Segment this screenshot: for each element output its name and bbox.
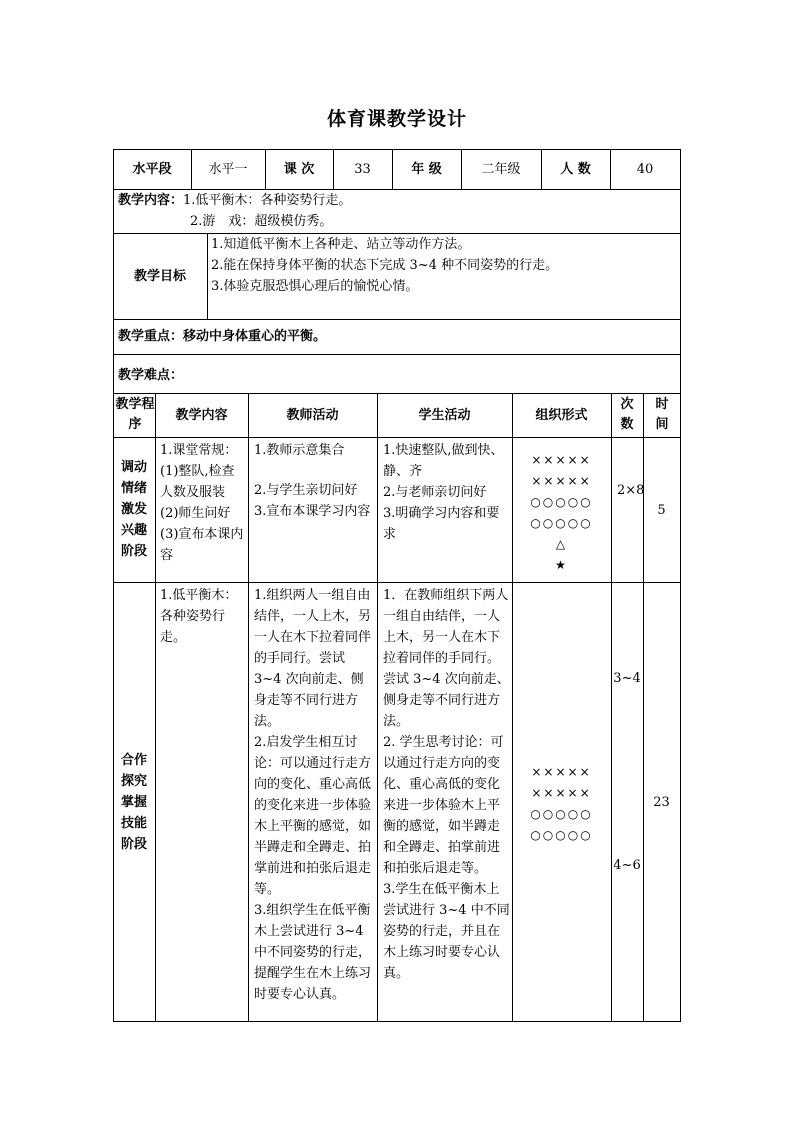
grade-label: 年 级 [411, 162, 442, 177]
content-label: 教学内容： [118, 193, 184, 208]
header-times: 次数 [620, 397, 634, 432]
goals-label: 教学目标 [133, 269, 186, 284]
formation-row-o: ○○○○○ [530, 807, 593, 821]
stage1-teacher-line: 2.与学生亲切问好 [254, 483, 358, 498]
stage1-student-line: 3.明确学习内容和要求 [383, 506, 500, 542]
header-organization: 组织形式 [535, 408, 588, 423]
stage1-teacher [254, 440, 375, 522]
level-label: 水平段 [132, 162, 172, 177]
count-value: 40 [636, 162, 654, 177]
stage2-student-item: 3.学生在低平衡木上尝试进行 3~4 中不同姿势的行走，并且在木上练习时要专心认真。 [383, 882, 510, 981]
stage1-times: 2×8 [617, 483, 645, 498]
star-icon: ★ [555, 558, 568, 572]
formation-row-o: ○○○○○ [530, 516, 593, 530]
content-line-2: 2.游 戏：超级模仿秀。 [190, 214, 333, 229]
goal-item: 1.知道低平衡木上各种走、站立等动作方法。 [211, 237, 471, 252]
teaching-content [118, 190, 678, 211]
difficulty: 教学难点： [118, 368, 184, 383]
goal-item: 2.能在保持身体平衡的状态下完成 3~4 种不同姿势的行走。 [211, 258, 559, 273]
header-teacher: 教师活动 [286, 408, 339, 423]
stage2-times-b: 4~6 [613, 858, 641, 873]
formation-row-o: ○○○○○ [530, 828, 593, 842]
stage2-student-item: 1．在教师组织下两人一组自由结伴，一人上木，另一人在木下拉着同伴的手同行。尝试 3~4 次向前走、侧身走等不同行进方法。 [383, 588, 510, 729]
stage2-times-a: 3~4 [613, 671, 641, 686]
header-content: 教学内容 [175, 408, 228, 423]
stage2-time: 23 [653, 795, 670, 810]
stage2-teacher-item: 1.组织两人一组自由结伴，一人上木，另一人在木下拉着同伴的手同行。尝试 3~4 次向前走、侧身走等不同行进方法。 [254, 588, 372, 729]
stage1-content-line: (2)师生问好 [160, 506, 231, 521]
stage2-teacher [254, 585, 375, 1005]
stage1-formation [512, 450, 611, 576]
stage1-teacher-line: 3.宣布本课学习内容 [254, 504, 371, 519]
stage1-student-line: 2.与老师亲切问好 [383, 485, 487, 500]
stage1-student-line: 1.快速整队,做到快、静、齐 [383, 443, 504, 479]
formation-row-x: ××××× [531, 474, 592, 488]
formation-row-o: ○○○○○ [530, 495, 593, 509]
key-point: 教学重点：移动中身体重心的平衡。 [118, 329, 327, 344]
formation-row-x: ××××× [531, 786, 592, 800]
stage1-time: 5 [657, 503, 666, 518]
formation-row-x: ××××× [531, 453, 592, 467]
stage1-content [160, 440, 246, 566]
level-value: 水平一 [208, 162, 248, 177]
stage1-content-line: 1.课堂常规： [160, 443, 238, 458]
triangle-icon: △ [555, 537, 568, 551]
grade-value: 二年级 [481, 162, 521, 177]
count-label: 人 数 [560, 162, 591, 177]
stage1-student [383, 440, 510, 545]
stage2-teacher-item: 3.组织学生在低平衡木上尝试进行 3~4 中不同姿势的行走，提醒学生在木上练习时要专心认真。 [254, 903, 372, 1002]
goal-item: 3.体验克服恐惧心理后的愉悦心情。 [211, 279, 419, 294]
stage2-teacher-item: 2.启发学生相互讨论：可以通过行走方向的变化、重心高低的变化来进一步体验木上平衡的感觉，如半蹲走和全蹲走、拍掌前进和拍张后退走等。 [254, 735, 372, 897]
goals-list [211, 234, 677, 297]
stage1-name: 调动情绪激发兴趣阶段 [120, 460, 147, 559]
header-time: 时间 [655, 397, 669, 432]
stage2-formation [512, 762, 611, 846]
header-student: 学生活动 [418, 408, 471, 423]
stage2-name: 合作探究掌握技能阶段 [120, 753, 147, 852]
stage1-content-line: (1)整队,检查人数及服装 [160, 464, 235, 500]
stage2-student-item: 2. 学生思考讨论：可以通过行走方向的变化、重心高低的变化来进一步体验木上平衡的感觉，如半蹲走和全蹲走、拍掌前进和拍张后退走等。 [383, 735, 504, 876]
header-procedure: 教学程序 [115, 397, 155, 432]
lesson-label: 课 次 [283, 162, 315, 177]
lesson-value: 33 [354, 162, 371, 177]
stage2-student [383, 585, 510, 984]
stage2-content: 1.低平衡木：各种姿势行走。 [160, 588, 238, 645]
content-line-1: 1.低平衡木：各种姿势行走。 [183, 193, 352, 208]
formation-row-x: ××××× [531, 765, 592, 779]
stage1-teacher-line: 1.教师示意集合 [254, 443, 345, 458]
page-title: 体育课教学设计 [326, 108, 467, 130]
stage1-content-line: (3)宣布本课内容 [160, 527, 244, 563]
